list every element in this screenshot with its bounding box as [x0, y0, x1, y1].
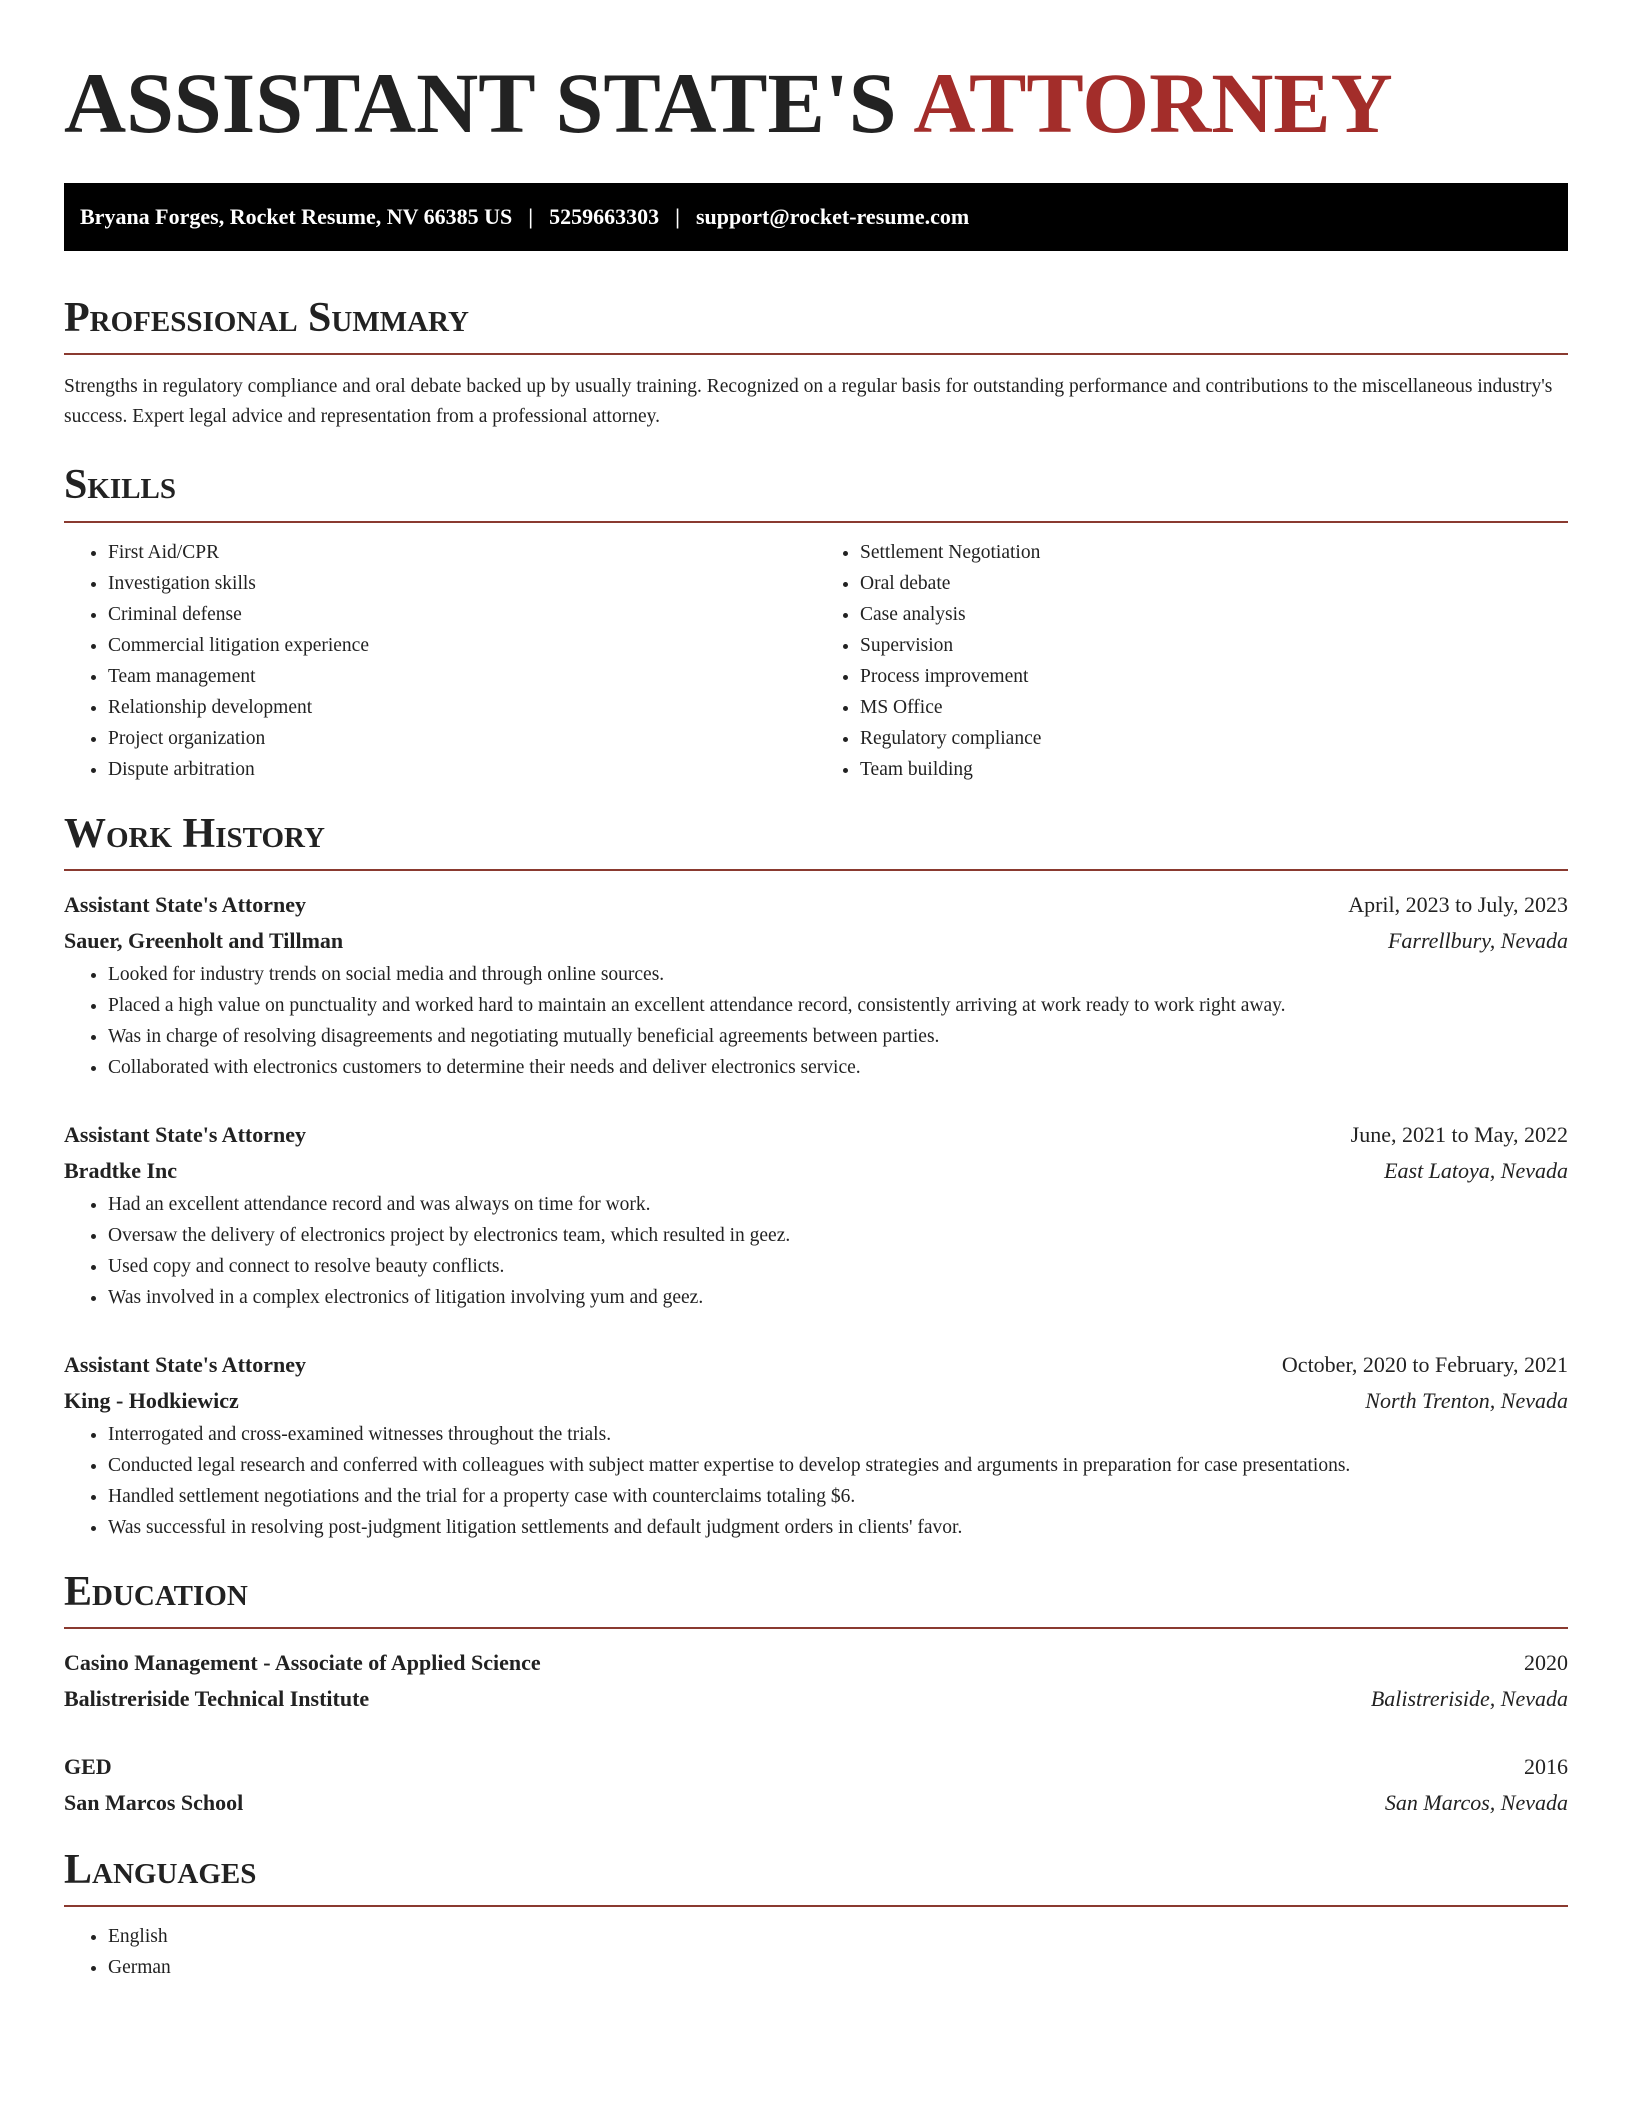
job-bullet: • Collaborated with electronics customers to determine their needs and deliver electronics service. [108, 1052, 1568, 1083]
skill-item: • First Aid/CPR [108, 537, 816, 568]
skill-item: • Commercial litigation experience [108, 630, 816, 661]
languages-section [64, 1847, 1568, 1983]
work-section [64, 811, 1568, 1543]
language-item: • English [108, 1921, 1568, 1952]
education-location: Balistreriside, Nevada [1370, 1686, 1568, 1712]
job-bullets [64, 959, 1568, 1083]
skill-item: • Regulatory compliance [860, 723, 1568, 754]
job-title: Assistant State's Attorney [64, 1351, 306, 1377]
skill-item: • Team building [860, 754, 1568, 785]
job-dates: April, 2023 to July, 2023 [1348, 891, 1568, 917]
education-header [64, 1645, 1568, 1681]
resume-page [64, 0, 1568, 1983]
job-company: Bradtke Inc [64, 1157, 178, 1183]
summary-heading: Professional Summary [64, 295, 1568, 355]
work-heading: Work History [64, 811, 1568, 871]
education-section [64, 1569, 1568, 1821]
skills-list-left [64, 537, 816, 785]
contact-bar [64, 183, 1568, 251]
job-bullet: • Was in charge of resolving disagreements and negotiating mutually beneficial agreements between parties. [108, 1021, 1568, 1052]
job-bullet: • Used copy and connect to resolve beauty conflicts. [108, 1251, 1568, 1282]
job-bullet: • Handled settlement negotiations and the trial for a property case with counterclaims totaling $6. [108, 1481, 1568, 1512]
education-entry [64, 1749, 1568, 1821]
skills-columns [64, 537, 1568, 785]
skill-item: • MS Office [860, 692, 1568, 723]
job-subheader [64, 1383, 1568, 1419]
job-header [64, 1117, 1568, 1153]
skill-item: • Supervision [860, 630, 1568, 661]
education-degree: GED [64, 1754, 112, 1780]
education-subheader [64, 1785, 1568, 1821]
languages-list [64, 1921, 1568, 1983]
job-title: Assistant State's Attorney [64, 1121, 306, 1147]
job-header [64, 1347, 1568, 1383]
job-dates: June, 2021 to May, 2022 [1350, 1121, 1568, 1147]
job-entry [64, 1117, 1568, 1313]
resume-title [64, 55, 1568, 151]
contact-phone: 5259663303 [549, 204, 660, 230]
skill-item: • Settlement Negotiation [860, 537, 1568, 568]
job-bullet: • Conducted legal research and conferred with colleagues with subject matter expertise to develop strategies and arguments in preparation for case presentations. [108, 1450, 1568, 1481]
job-location: North Trenton, Nevada [1365, 1387, 1568, 1413]
skill-item: • Dispute arbitration [108, 754, 816, 785]
contact-address: Bryana Forges, Rocket Resume, NV 66385 US [80, 204, 513, 230]
education-header [64, 1749, 1568, 1785]
job-bullets [64, 1419, 1568, 1543]
job-bullet: • Interrogated and cross-examined witnesses throughout the trials. [108, 1419, 1568, 1450]
title-main: ASSISTANT STATE'S [64, 55, 897, 151]
skill-item: • Investigation skills [108, 568, 816, 599]
education-degree: Casino Management - Associate of Applied Science [64, 1650, 541, 1676]
skill-item: • Project organization [108, 723, 816, 754]
education-heading: Education [64, 1569, 1568, 1629]
skills-list-right [816, 537, 1568, 785]
job-entry [64, 1347, 1568, 1543]
education-school: Balistreriside Technical Institute [64, 1686, 370, 1712]
job-bullet: • Oversaw the delivery of electronics project by electronics team, which resulted in geez. [108, 1220, 1568, 1251]
skill-item: • Process improvement [860, 661, 1568, 692]
job-bullet: • Placed a high value on punctuality and worked hard to maintain an excellent attendance record, consistently arriving at work ready to work right away. [108, 990, 1568, 1021]
contact-separator: | [528, 204, 534, 230]
job-company: King - Hodkiewicz [64, 1387, 239, 1413]
job-subheader [64, 1153, 1568, 1189]
job-bullets [64, 1189, 1568, 1313]
education-location: San Marcos, Nevada [1384, 1790, 1568, 1816]
job-bullet: • Looked for industry trends on social media and through online sources. [108, 959, 1568, 990]
job-dates: October, 2020 to February, 2021 [1281, 1351, 1568, 1377]
job-subheader [64, 923, 1568, 959]
skill-item: • Case analysis [860, 599, 1568, 630]
job-entry [64, 887, 1568, 1083]
skills-heading: Skills [64, 462, 1568, 522]
education-year: 2020 [1524, 1650, 1568, 1676]
languages-heading: Languages [64, 1847, 1568, 1907]
job-header [64, 887, 1568, 923]
education-year: 2016 [1524, 1754, 1568, 1780]
skill-item: • Oral debate [860, 568, 1568, 599]
job-title: Assistant State's Attorney [64, 891, 306, 917]
language-item: • German [108, 1952, 1568, 1983]
job-location: East Latoya, Nevada [1384, 1157, 1568, 1183]
job-bullet: • Had an excellent attendance record and was always on time for work. [108, 1189, 1568, 1220]
education-subheader [64, 1681, 1568, 1717]
job-company: Sauer, Greenholt and Tillman [64, 927, 344, 953]
contact-separator: | [675, 204, 680, 230]
contact-email: support@rocket-resume.com [695, 204, 970, 230]
summary-text: Strengths in regulatory compliance and oral debate backed up by usually training. Recognized on a regular basis for outstanding performance and contributions to the miscellaneous industry's success. Expert legal advice and representation from a professional attorney. [64, 376, 1553, 428]
skills-section [64, 462, 1568, 784]
education-school: San Marcos School [64, 1790, 244, 1816]
education-entry [64, 1645, 1568, 1717]
summary-section [64, 295, 1568, 432]
job-location: Farrellbury, Nevada [1387, 927, 1568, 953]
title-accent: ATTORNEY [913, 55, 1393, 151]
skill-item: • Team management [108, 661, 816, 692]
job-bullet: • Was successful in resolving post-judgment litigation settlements and default judgment orders in clients' favor. [108, 1512, 1568, 1543]
skill-item: • Relationship development [108, 692, 816, 723]
skill-item: • Criminal defense [108, 599, 816, 630]
job-bullet: • Was involved in a complex electronics of litigation involving yum and geez. [108, 1282, 1568, 1313]
